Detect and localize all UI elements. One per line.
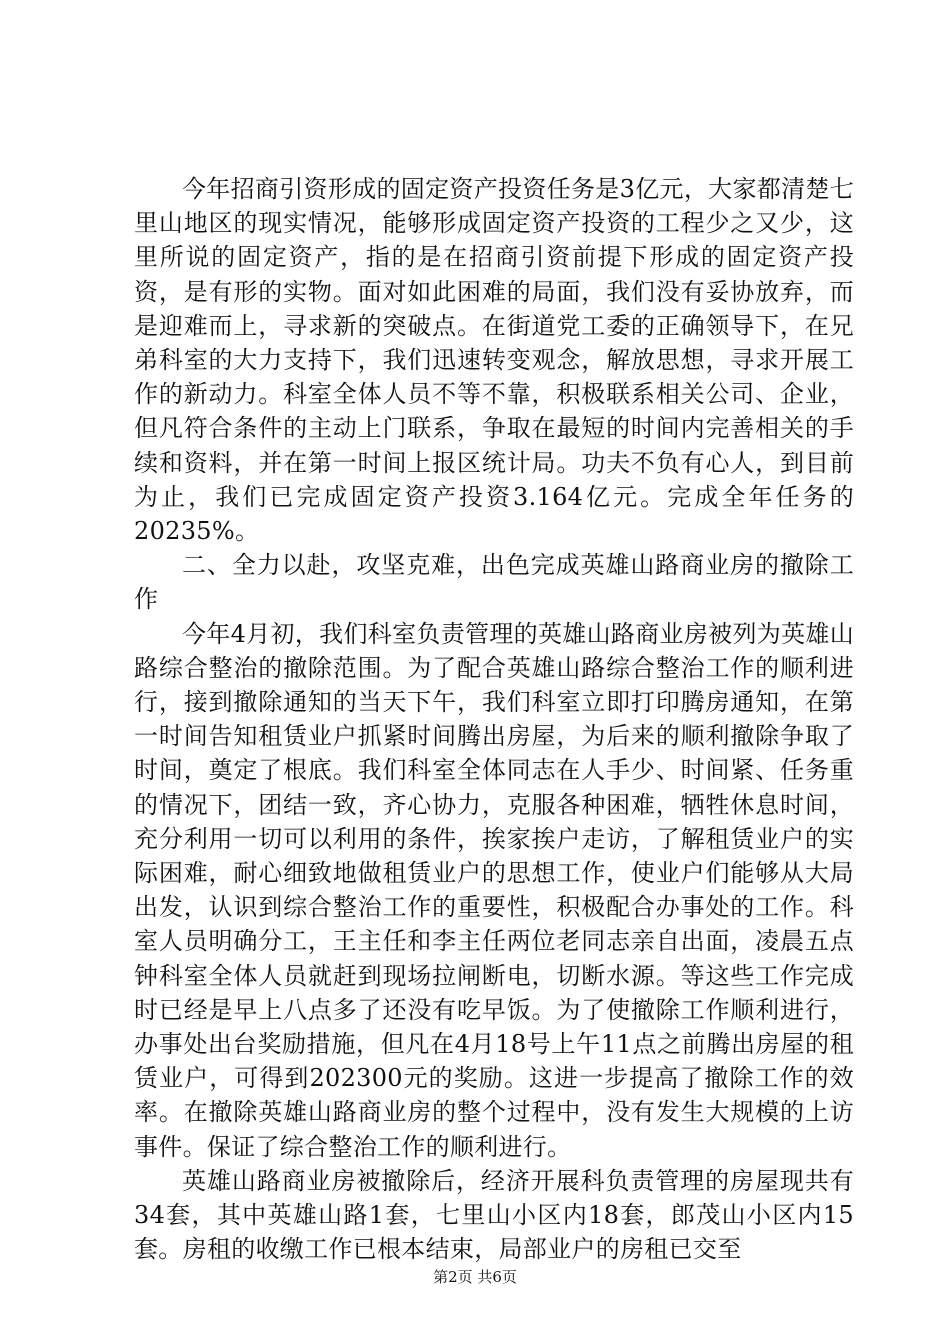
page-footer: 第2页 共6页 xyxy=(433,1268,517,1286)
section-heading-demolition: 二、全力以赴，攻坚克难，出色完成英雄山路商业房的撤除工作 xyxy=(134,551,854,614)
document-body xyxy=(134,172,854,1267)
paragraph-demolition-work: 今年4月初，我们科室负责管理的英雄山路商业房被列为英雄山路综合整治的撤除范围。为了配合英雄山路综合整治工作的顺利进行，接到撤除通知的当天下午，我们科室立即打印腾房通知，在第一时间告知租赁业户抓紧时间腾出房屋，为后来的顺利撤除争取了时间，奠定了根底。我们科室全体同志在人手少、时间紧、任务重的情况下，团结一致，齐心协力，克服各种困难，牺牲休息时间，充分利用一切可以利用的条件，挨家挨户走访，了解租赁业户的实际困难，耐心细致地做租赁业户的思想工作，使业户们能够从大局出发，认识到综合整治工作的重要性，积极配合办事处的工作。科室人员明确分工，王主任和李主任两位老同志亲自出面，凌晨五点钟科室全体人员就赶到现场拉闸断电，切断水源。等这些工作完成时已经是早上八点多了还没有吃早饭。为了使撤除工作顺利进行，办事处出台奖励措施，但凡在4月18号上午11点之前腾出房屋的租赁业户，可得到202300元的奖励。这进一步提高了撤除工作的效率。在撤除英雄山路商业房的整个过程中，没有发生大规模的上访事件。保证了综合整治工作的顺利进行。 xyxy=(134,619,854,1161)
paragraph-investment-summary: 今年招商引资形成的固定资产投资任务是3亿元，大家都清楚七里山地区的现实情况，能够形成固定资产投资的工程少之又少，这里所说的固定资产，指的是在招商引资前提下形成的固定资产投资，是有形的实物。面对如此困难的局面，我们没有妥协放弃，而是迎难而上，寻求新的突破点。在街道党工委的正确领导下，在兄弟科室的大力支持下，我们迅速转变观念，解放思想，寻求开展工作的新动力。科室全体人员不等不靠，积极联系相关公司、企业，但凡符合条件的主动上门联系，争取在最短的时间内完善相关的手续和资料，并在第一时间上报区统计局。功夫不负有心人，到目前为止，我们已完成固定资产投资3.164亿元。完成全年任务的20235%。 xyxy=(134,175,854,546)
paragraph-housing-management: 英雄山路商业房被撤除后，经济开展科负责管理的房屋现共有34套，其中英雄山路1套，七里山小区内18套，郎茂山小区内15套。房租的收缴工作已根本结束，局部业户的房租已交至 xyxy=(134,1166,854,1264)
